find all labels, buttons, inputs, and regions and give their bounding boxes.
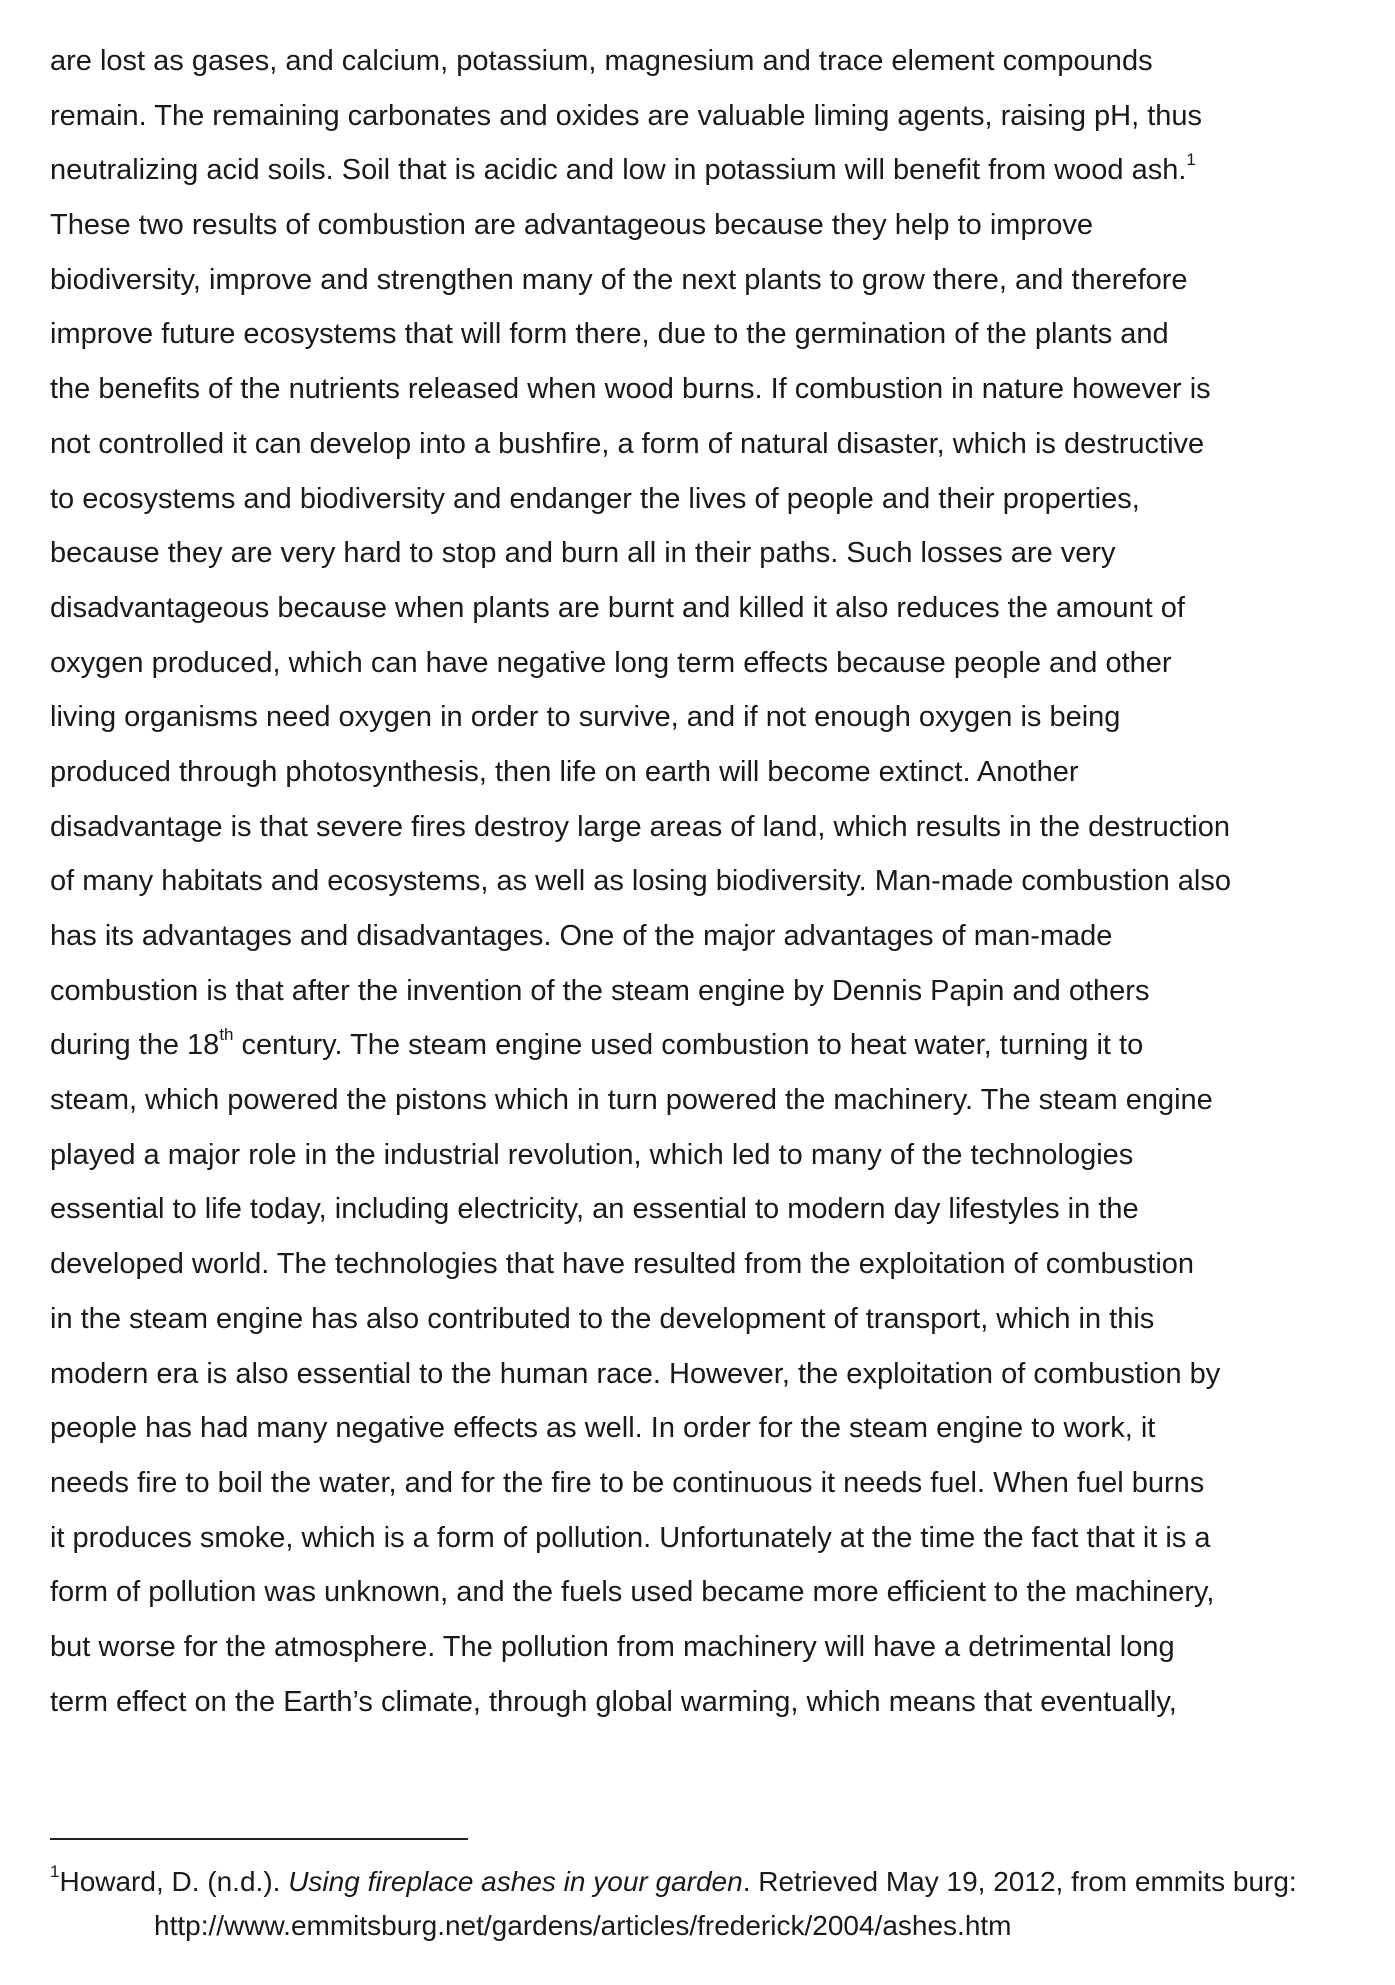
text-line-17: has its advantages and disadvantages. One of the major advantages of man-made: [50, 920, 1113, 952]
footnote-citation: [50, 1860, 1370, 1904]
footnote-url: http://www.emmitsburg.net/gardens/articles/frederick/2004/ashes.htm: [154, 1910, 1012, 1941]
text-line-22: essential to life today, including electricity, an essential to modern day lifestyles in the: [50, 1193, 1139, 1226]
text-line-14: produced through photosynthesis, then life on earth will become extinct. Another: [50, 755, 1079, 788]
footnote-author: Howard, D. (n.d.).: [59, 1866, 289, 1897]
text-line-24: in the steam engine has also contributed to the development of transport, which in this: [50, 1302, 1155, 1335]
text-line-11: disadvantageous because when plants are burnt and killed it also reduces the amount of: [50, 591, 1185, 624]
text-line-27: needs fire to boil the water, and for the fire to be continuous it needs fuel. When fuel burns: [50, 1466, 1205, 1499]
text-line-3: [50, 143, 1350, 198]
footnote: [50, 1860, 1370, 1948]
text-line-31: term effect on the Earth’s climate, through global warming, which means that eventually,: [50, 1685, 1177, 1718]
text-line-13: living organisms need oxygen in order to survive, and if not enough oxygen is being: [50, 701, 1121, 734]
text-line-29: form of pollution was unknown, and the fuels used became more efficient to the machinery,: [50, 1576, 1215, 1609]
text-line-10: because they are very hard to stop and burn all in their paths. Such losses are very: [50, 537, 1116, 570]
text-line-12: oxygen produced, which can have negative long term effects because people and other: [50, 646, 1172, 679]
text-line-19-rest: century. The steam engine used combustion to heat water, turning it to: [233, 1029, 1144, 1062]
footnote-title: Using fireplace ashes in your garden: [288, 1866, 743, 1897]
text-line-18: combustion is that after the invention of the steam engine by Dennis Papin and others: [50, 974, 1150, 1007]
text-line-25: modern era is also essential to the human race. However, the exploitation of combustion by: [50, 1357, 1221, 1390]
footnote-separator: [50, 1838, 468, 1840]
text-line-2: remain. The remaining carbonates and oxides are valuable liming agents, raising pH, thus: [50, 99, 1203, 132]
body-text: [50, 34, 1350, 1729]
text-line-1: are lost as gases, and calcium, potassium, magnesium and trace element compounds: [50, 45, 1153, 77]
text-line-3-content: neutralizing acid soils. Soil that is acidic and low in potassium will benefit from wood ash.: [50, 154, 1187, 187]
text-line-9: to ecosystems and biodiversity and endanger the lives of people and their properties,: [50, 482, 1140, 515]
text-line-20: steam, which powered the pistons which in turn powered the machinery. The steam engine: [50, 1084, 1213, 1117]
text-line-7: the benefits of the nutrients released when wood burns. If combustion in nature however is: [50, 373, 1211, 406]
ordinal-superscript: th: [219, 1024, 234, 1044]
footnote-marker: 1: [50, 1861, 60, 1881]
footnote-reference: 1: [1186, 149, 1196, 169]
text-line-21: played a major role in the industrial revolution, which led to many of the technologies: [50, 1138, 1134, 1171]
text-line-28: it produces smoke, which is a form of pollution. Unfortunately at the time the fact that it is a: [50, 1521, 1211, 1554]
text-line-23: developed world. The technologies that have resulted from the exploitation of combustion: [50, 1248, 1195, 1281]
text-line-5: biodiversity, improve and strengthen many of the next plants to grow there, and therefore: [50, 263, 1188, 296]
text-line-16: of many habitats and ecosystems, as well as losing biodiversity. Man-made combustion also: [50, 865, 1231, 898]
text-line-8: not controlled it can develop into a bushfire, a form of natural disaster, which is destructive: [50, 427, 1205, 460]
text-line-6: improve future ecosystems that will form there, due to the germination of the plants and: [50, 318, 1169, 351]
footnote-retrieved: . Retrieved May 19, 2012, from emmits burg:: [742, 1866, 1297, 1897]
text-line-26: people has had many negative effects as well. In order for the steam engine to work, it: [50, 1412, 1156, 1445]
text-line-19-start: during the 18: [50, 1029, 220, 1062]
text-line-19: [50, 1018, 1350, 1073]
text-line-4: These two results of combustion are advantageous because they help to improve: [50, 209, 1093, 242]
text-line-30: but worse for the atmosphere. The pollution from machinery will have a detrimental long: [50, 1630, 1175, 1663]
text-line-15: disadvantage is that severe fires destroy large areas of land, which results in the destruction: [50, 810, 1230, 843]
